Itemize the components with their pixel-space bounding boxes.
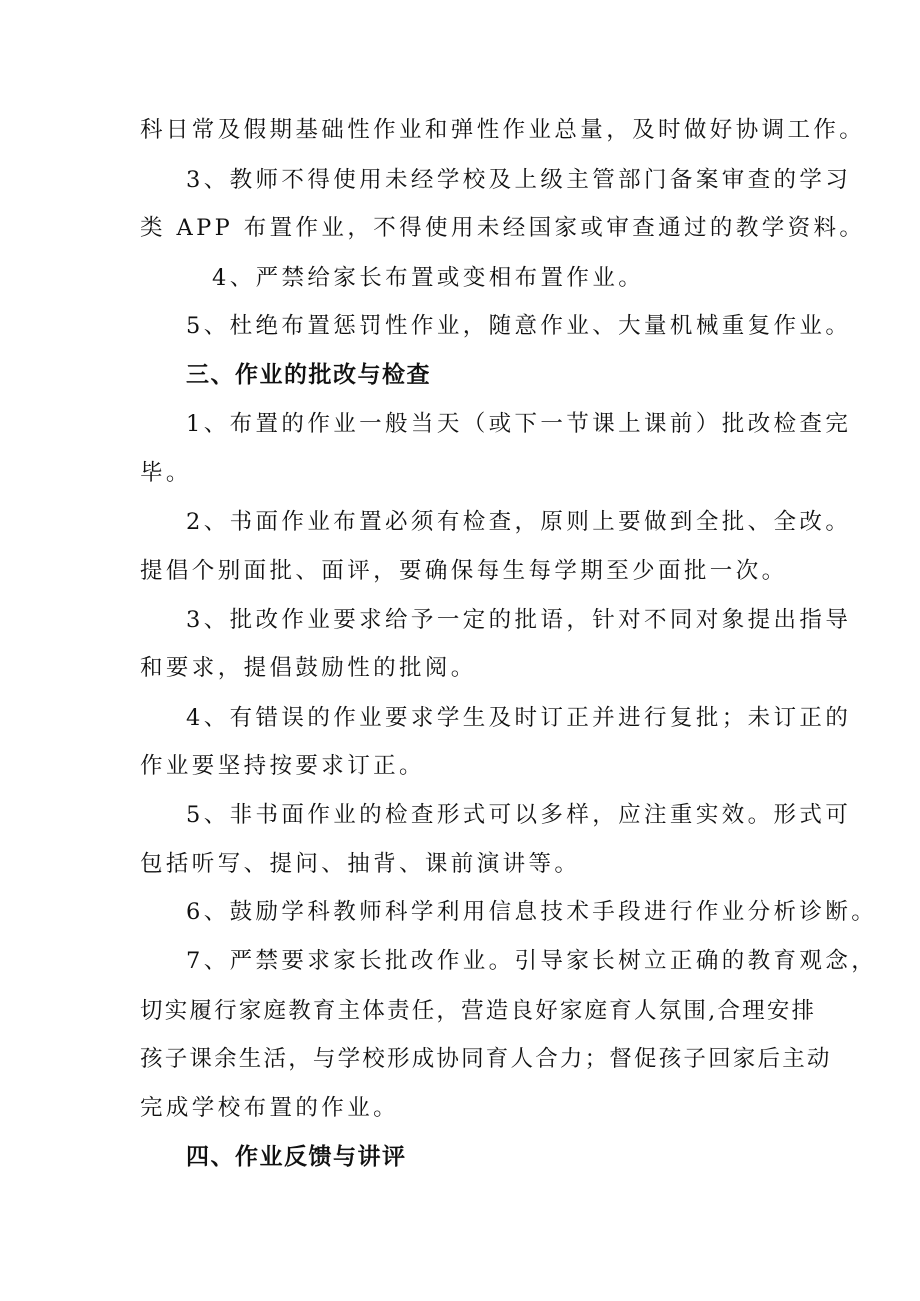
paragraph-line: 3、批改作业要求给予一定的批语，针对不同对象提出指导 [186,607,852,633]
paragraph-line: 5、杜绝布置惩罚性作业，随意作业、大量机械重复作业。 [186,313,852,339]
paragraph-line: 科日常及假期基础性作业和弹性作业总量，及时做好协调工作。 [140,117,866,143]
paragraph-line: 3、教师不得使用未经学校及上级主管部门备案审查的学习 [186,167,852,193]
paragraph-line: 和要求，提倡鼓励性的批阅。 [140,655,477,681]
paragraph-line: 作业要坚持按要求订正。 [140,753,425,779]
paragraph-line: 切实履行家庭教育主体责任，营造良好家庭育人氛围,合理安排 [140,998,817,1024]
paragraph-line: 孩子课余生活，与学校形成协同育人合力；督促孩子回家后主动 [140,1046,832,1072]
paragraph-line: 4、严禁给家长布置或变相布置作业。 [212,265,645,291]
paragraph-line: 6、鼓励学科教师科学利用信息技术手段进行作业分析诊断。 [186,899,878,925]
paragraph-line: 毕。 [140,460,192,486]
paragraph-line: 完成学校布置的作业。 [140,1095,400,1121]
paragraph-line: 7、严禁要求家长批改作业。引导家长树立正确的教育观念， [186,948,878,974]
paragraph-line: 5、非书面作业的检查形式可以多样，应注重实效。形式可 [186,802,852,828]
section-heading: 四、作业反馈与讲评 [186,1144,407,1170]
paragraph-line: 类 APP 布置作业，不得使用未经国家或审查通过的教学资料。 [140,215,866,241]
paragraph-line: 包括听写、提问、抽背、课前演讲等。 [140,851,581,877]
paragraph-line: 1、布置的作业一般当天（或下一节课上课前）批改检查完 [186,411,852,437]
section-heading: 三、作业的批改与检查 [186,362,431,388]
paragraph-line: 提倡个别面批、面评，要确保每生每学期至少面批一次。 [140,558,788,584]
paragraph-line: 4、有错误的作业要求学生及时订正并进行复批；未订正的 [186,705,852,731]
paragraph-line: 2、书面作业布置必须有检查，原则上要做到全批、全改。 [186,509,852,535]
